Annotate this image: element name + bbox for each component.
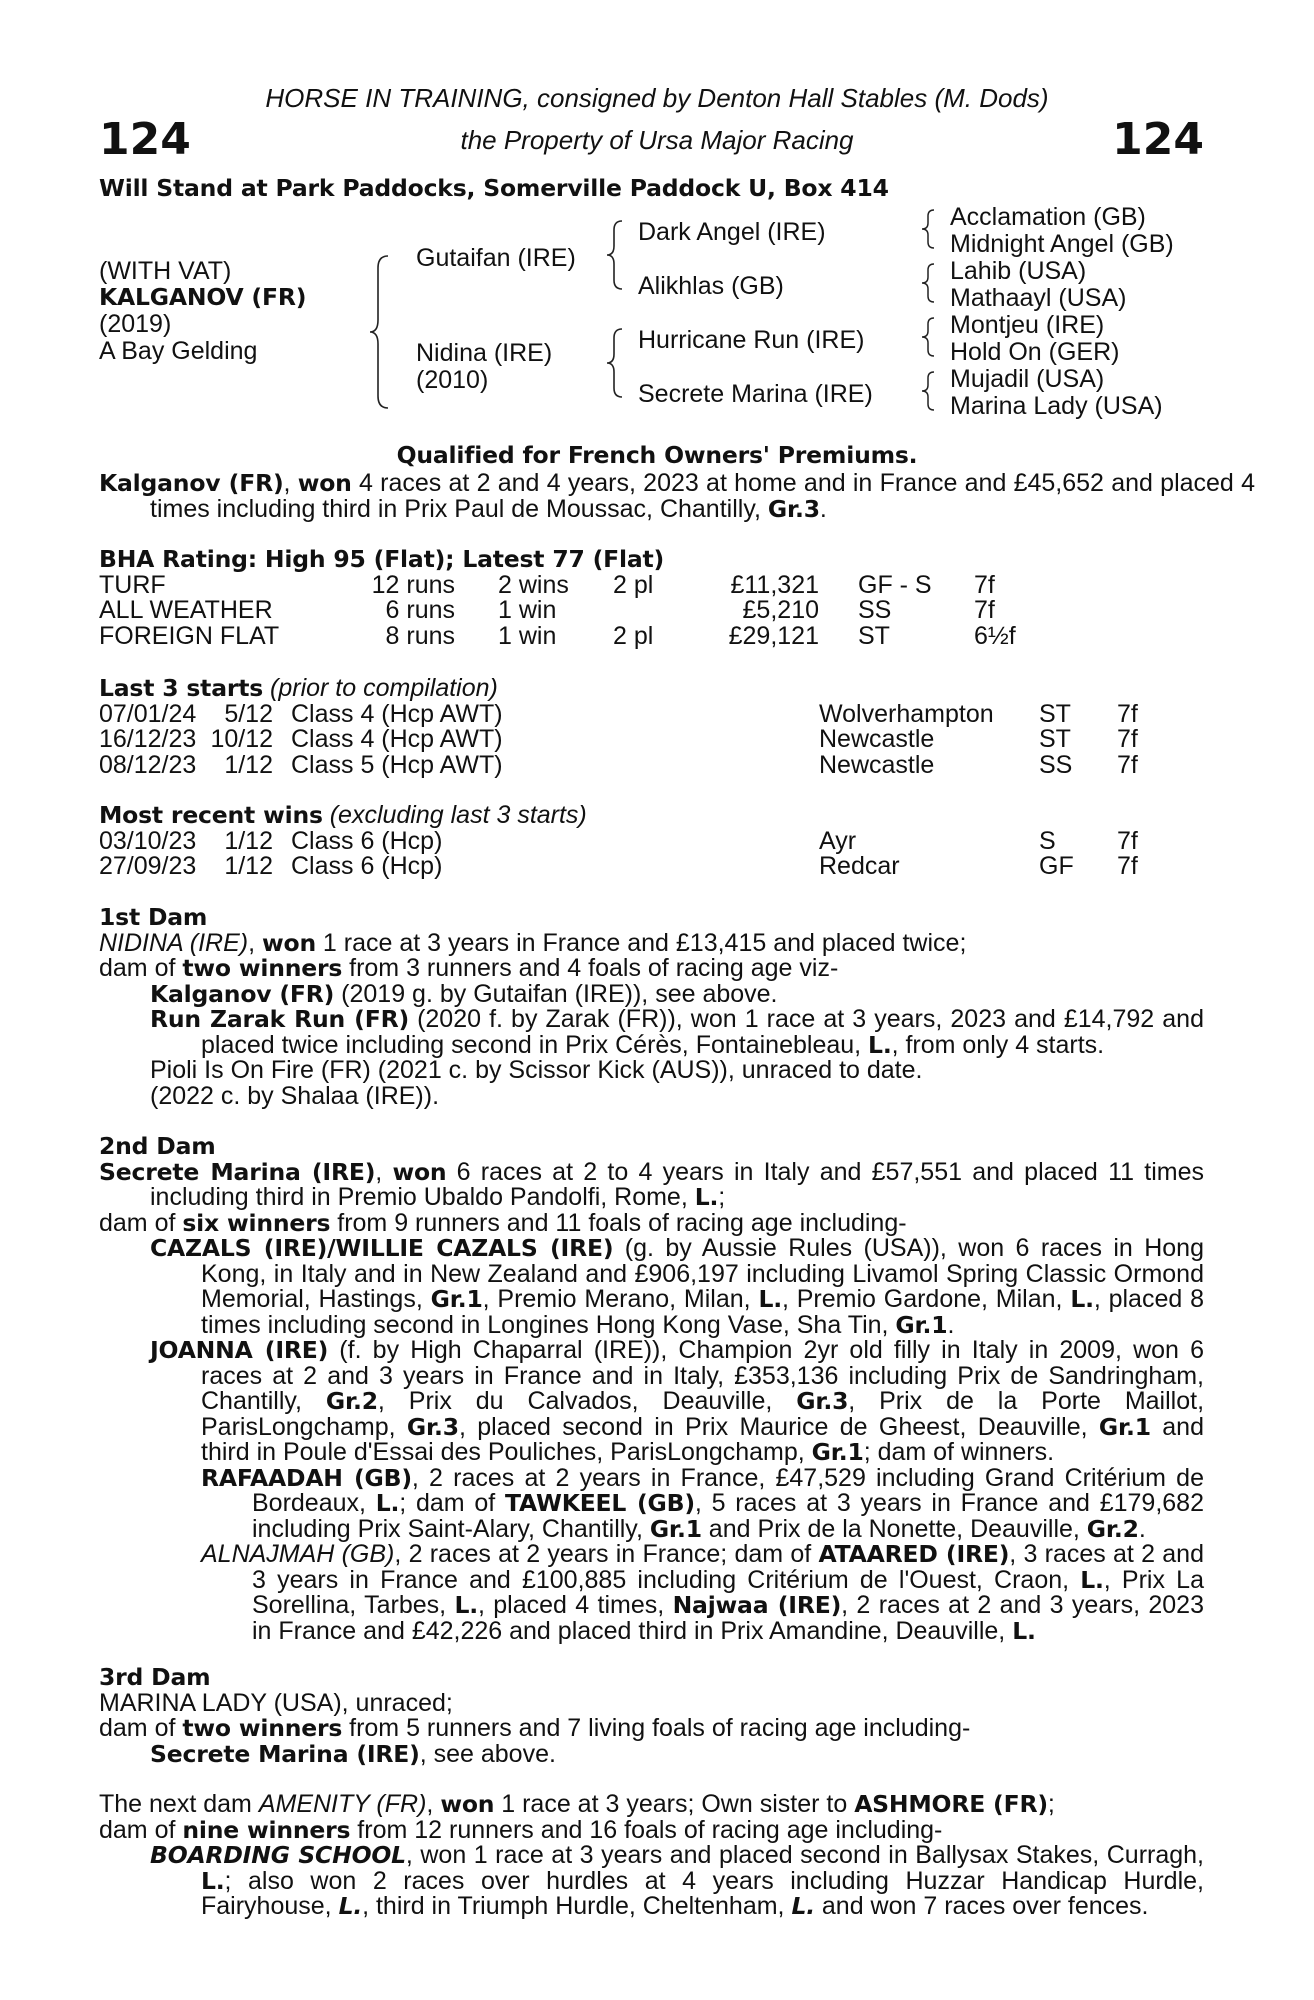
race-course: Newcastle — [819, 725, 935, 753]
horse-description: A Bay Gelding — [99, 337, 258, 365]
sire-sire: Dark Angel (IRE) — [638, 218, 826, 246]
recent-wins-block — [99, 803, 1204, 880]
race-class: Class 4 (Hcp AWT) — [291, 699, 503, 728]
race-date: 08/12/23 — [99, 750, 197, 779]
table-row — [99, 570, 1204, 599]
rating-wins: 1 win — [498, 621, 557, 650]
table-row — [99, 750, 1204, 779]
produce-joanna: JOANNA (IRE) (f. by High Chaparral (IRE)), Champion 2yr old filly in Italy in 2009, won 6 races at 2 and 3 years in France and in Italy, £353,136 including Prix de Sandringham, Chantilly, Gr.2, Prix du Calvados, Deauville, Gr.3, Prix de la Porte Maillot, ParisLongchamp, Gr.3, placed second in Prix Maurice de Gheest, Deauville, Gr.1 and third in Poule d'Essai des Pouliches, ParisLongchamp, Gr.1; dam of winners. — [150, 1336, 1205, 1466]
race-distance: 7f — [1117, 826, 1138, 855]
dam-name: Nidina (IRE) — [416, 339, 553, 367]
rating-runs: 8 runs — [385, 621, 455, 650]
sire-dam: Alikhlas (GB) — [638, 272, 784, 300]
first-dam-produce: dam of two winners from 3 runners and 4 foals of racing age viz- — [99, 954, 839, 982]
rating-going: GF - S — [858, 570, 932, 599]
brace-g3-2 — [920, 262, 938, 304]
produce-cazals: CAZALS (IRE)/WILLIE CAZALS (IRE) (g. by Aussie Rules (USA)), won 6 races in Hong Kong, in Italy and in New Zealand and £906,197 including Livamol Spring Classic Ormond Memorial, Hastings, Gr.1, Premio Merano, Milan, L., Premio Gardone, Milan, L., placed 8 times including second in Longines Hong Kong Vase, Sha Tin, Gr.1. — [150, 1234, 1204, 1339]
second-dam-produce: dam of six winners from 9 runners and 11 foals of racing age including- — [99, 1208, 907, 1237]
lot-number-right: 124 — [1112, 114, 1204, 165]
race-going: S — [1039, 826, 1056, 855]
brace-g3-3 — [920, 316, 938, 358]
third-dam-section — [99, 1665, 1204, 1767]
summary-won: won — [297, 469, 352, 497]
summary-end: . — [819, 494, 827, 523]
race-course: Ayr — [819, 826, 857, 855]
race-course: Newcastle — [819, 750, 935, 779]
table-row — [99, 699, 1204, 728]
race-class: Class 4 (Hcp AWT) — [291, 725, 503, 753]
horse-name: KALGANOV (FR) — [99, 283, 307, 311]
produce-kalganov: Kalganov (FR) (2019 g. by Gutaifan (IRE)), see above. — [150, 979, 778, 1008]
rating-distance: 7f — [974, 596, 995, 624]
rating-prize: £29,121 — [728, 621, 819, 650]
rating-wins: 2 wins — [498, 570, 569, 599]
ped-sss: Acclamation (GB) — [950, 203, 1146, 231]
produce-boarding-school: BOARDING SCHOOL, won 1 race at 3 years and placed second in Ballysax Stakes, Curragh, L.; also won 2 races over hurdles at 4 years including Huzzar Handicap Hurdle, Fairyhouse, L., third in Triumph Hurdle, Cheltenham, L. and won 7 races over fences. — [150, 1841, 1205, 1920]
table-row — [99, 727, 1204, 753]
rating-type: FOREIGN FLAT — [99, 621, 280, 650]
produce-secrete-marina: Secrete Marina (IRE), see above. — [150, 1739, 556, 1768]
table-row — [99, 621, 1204, 650]
rating-title: BHA Rating: High 95 (Flat); Latest 77 (Flat) — [99, 545, 665, 573]
produce-2022-colt: (2022 c. by Shalaa (IRE)). — [150, 1081, 440, 1110]
rating-distance: 7f — [974, 570, 995, 599]
horse-year: (2019) — [99, 310, 172, 338]
premiums-note: Qualified for French Owners' Premiums. — [396, 441, 918, 469]
rating-runs: 12 runs — [371, 570, 455, 599]
first-dam-section — [99, 905, 1204, 1109]
produce-rafaadah: RAFAADAH (GB), 2 races at 2 years in France, £47,529 including Grand Critérium de Bordeaux, L.; dam of TAWKEEL (GB), 5 races at 3 years in France and £179,682 including Prix Saint-Alary, Chantilly, Gr.1 and Prix de la Nonette, Deauville, Gr.2. — [201, 1463, 1204, 1543]
rating-distance: 6½f — [974, 621, 1016, 650]
race-distance: 7f — [1117, 852, 1138, 880]
consignor-line: HORSE IN TRAINING, consigned by Denton Hall Stables (M. Dods) — [265, 83, 1049, 113]
third-dam-record: MARINA LADY (USA), unraced; — [99, 1688, 453, 1717]
rating-going: ST — [858, 621, 890, 650]
table-row — [99, 854, 1204, 880]
rating-placed: 2 pl — [613, 570, 654, 599]
ped-sdd: Mathaayl (USA) — [950, 284, 1127, 312]
ped-dsd: Hold On (GER) — [950, 338, 1120, 366]
race-position: 1/12 — [224, 750, 273, 779]
race-distance: 7f — [1117, 699, 1138, 728]
race-date: 03/10/23 — [99, 826, 197, 855]
lot-number-left: 124 — [99, 114, 191, 165]
race-going: SS — [1039, 750, 1073, 779]
rating-wins: 1 win — [498, 596, 557, 624]
sire-brace — [604, 218, 626, 292]
second-dam-section — [99, 1134, 1204, 1644]
ped-ssd: Midnight Angel (GB) — [950, 230, 1174, 258]
produce-pioli: Pioli Is On Fire (FR) (2021 c. by Scissor Kick (AUS)), unraced to date. — [150, 1056, 923, 1084]
dam-year: (2010) — [416, 366, 489, 394]
ped-dds: Mujadil (USA) — [950, 365, 1105, 393]
rating-type: TURF — [99, 570, 166, 599]
race-going: ST — [1039, 699, 1071, 728]
race-date: 27/09/23 — [99, 852, 197, 880]
sire-dam-brace — [368, 252, 392, 412]
brace-g3-4 — [920, 370, 938, 412]
race-course: Redcar — [819, 852, 900, 880]
last3-block — [99, 676, 1204, 778]
race-distance: 7f — [1117, 750, 1138, 779]
race-position: 1/12 — [224, 852, 273, 880]
table-row — [99, 826, 1204, 855]
race-class: Class 6 (Hcp) — [291, 852, 443, 880]
next-dam-section — [99, 1792, 1204, 1920]
recent-title: Most recent wins — [99, 801, 323, 829]
rating-going: SS — [858, 596, 892, 624]
race-class: Class 6 (Hcp) — [291, 826, 443, 855]
first-dam-record: NIDINA (IRE), won 1 race at 3 years in France and £13,415 and placed twice; — [99, 928, 967, 957]
ped-sds: Lahib (USA) — [950, 257, 1087, 285]
third-dam-title: 3rd Dam — [99, 1663, 211, 1691]
stand-location: Will Stand at Park Paddocks, Somerville Paddock U, Box 414 — [99, 174, 889, 202]
table-row — [99, 598, 1204, 624]
rating-prize: £5,210 — [742, 596, 819, 624]
race-going: GF — [1039, 852, 1074, 880]
summary-text: 4 races at 2 and 4 years, 2023 at home and in France and £45,652 and placed 4 times including third in Prix Paul de Moussac, Chantilly, — [150, 469, 1255, 523]
race-position: 5/12 — [224, 699, 273, 728]
rating-block — [99, 547, 1204, 649]
rating-prize: £11,321 — [730, 570, 819, 599]
vat-note: (WITH VAT) — [99, 257, 232, 285]
brace-g3-1 — [920, 208, 938, 250]
produce-alnajmah: ALNAJMAH (GB), 2 races at 2 years in France; dam of ATAARED (IRE), 3 races at 2 and 3 years in France and £100,885 including Critérium de l'Ouest, Craon, L., Prix La Sorellina, Tarbes, L., placed 4 times, Najwaa (IRE), 2 races at 2 and 3 years, 2023 in France and £42,226 and placed third in Prix Amandine, Deauville, L. — [201, 1540, 1204, 1645]
race-class: Class 5 (Hcp AWT) — [291, 750, 503, 779]
last3-title: Last 3 starts — [99, 674, 264, 702]
summary-grade: Gr.3 — [767, 494, 820, 523]
race-date: 07/01/24 — [99, 699, 197, 728]
next-dam-record: The next dam AMENITY (FR), won 1 race at 3 years; Own sister to ASHMORE (FR); — [99, 1790, 1055, 1818]
ped-dss: Montjeu (IRE) — [950, 311, 1105, 339]
race-position: 10/12 — [210, 725, 273, 753]
second-dam-title: 2nd Dam — [99, 1132, 216, 1160]
race-summary: Kalganov (FR), won 4 races at 2 and 4 years, 2023 at home and in France and £45,652 and placed 4 times including third in Prix Paul de Moussac, Chantilly, Gr.3. — [99, 469, 1255, 523]
dam-brace — [604, 326, 626, 400]
race-course: Wolverhampton — [819, 699, 994, 728]
second-dam-record: Secrete Marina (IRE), won 6 races at 2 to 4 years in Italy and £57,551 and placed 11 times including third in Premio Ubaldo Pandolfi, Rome, L.; — [99, 1157, 1204, 1211]
dam-dam: Secrete Marina (IRE) — [638, 380, 873, 408]
race-going: ST — [1039, 725, 1071, 753]
owner-line: the Property of Ursa Major Racing — [460, 125, 854, 155]
produce-run-zarak-run: Run Zarak Run (FR) (2020 f. by Zarak (FR)), won 1 race at 3 years, 2023 and £14,792 and placed twice including second in Prix Cérès, Fontainebleau, L., from only 4 starts. — [150, 1005, 1204, 1059]
first-dam-title: 1st Dam — [99, 903, 208, 931]
next-dam-produce: dam of nine winners from 12 runners and 16 foals of racing age including- — [99, 1815, 943, 1844]
race-distance: 7f — [1117, 725, 1138, 753]
race-date: 16/12/23 — [99, 725, 197, 753]
last3-note: (prior to compilation) — [270, 674, 498, 702]
rating-runs: 6 runs — [385, 596, 455, 624]
dam-sire: Hurricane Run (IRE) — [638, 326, 865, 354]
recent-note: (excluding last 3 starts) — [329, 801, 587, 829]
third-dam-produce: dam of two winners from 5 runners and 7 living foals of racing age including- — [99, 1714, 971, 1742]
race-position: 1/12 — [224, 826, 273, 855]
summary-horse: Kalganov (FR) — [99, 469, 284, 497]
rating-type: ALL WEATHER — [99, 596, 273, 624]
ped-ddd: Marina Lady (USA) — [950, 392, 1163, 420]
sire-name: Gutaifan (IRE) — [416, 244, 576, 272]
rating-placed: 2 pl — [613, 621, 654, 650]
